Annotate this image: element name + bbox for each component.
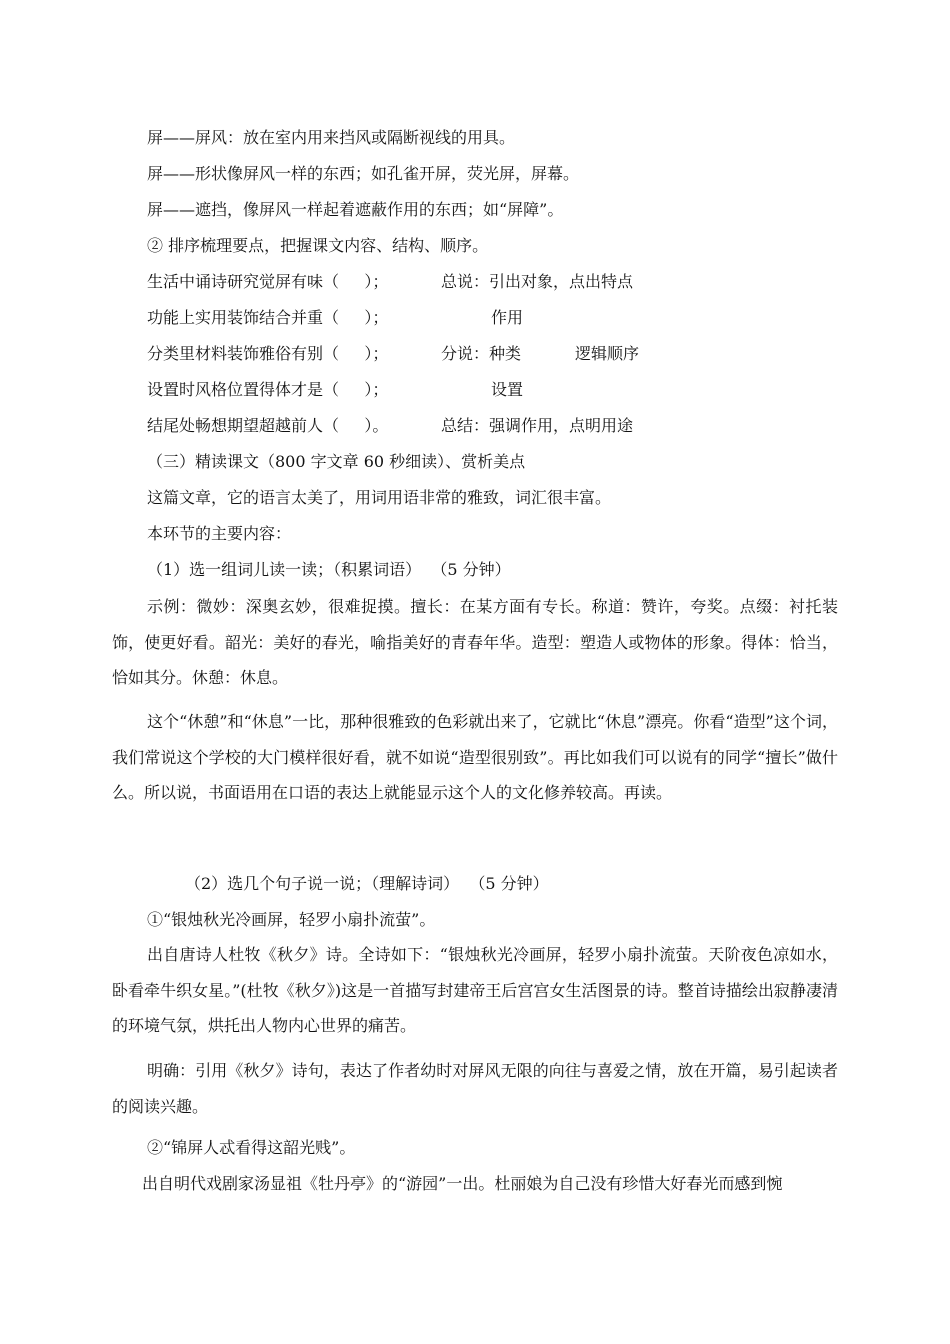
text-line: ①“银烛秋光冷画屏，轻罗小扇扑流萤”。 [147,910,436,929]
text-line: 这篇文章，它的语言太美了，用词用语非常的雅致，词汇很丰富。 [147,488,612,507]
outline-label: 设置 [491,380,524,399]
outline-label: 作用 [491,308,524,327]
section-heading: （三）精读课文（800 字文章 60 秒细读）、赏析美点 [147,452,526,471]
outline-item: 结尾处畅想期望超越前人（ ）。 [147,416,389,435]
paragraph-poem-source: 出自唐诗人杜牧《秋夕》诗。全诗如下：“银烛秋光冷画屏，轻罗小扇扑流萤。天阶夜色凉如水，卧看牵牛织女星。”(杜牧《秋夕》)这是一首描写封建帝王后宫宫女生活图景的诗。整首诗描绘出寂静凄清的环境气氛，烘托出人物内心世界的痛苦。 [112,945,838,1035]
text-line: 出自明代戏剧家汤显祖《牡丹亭》的“游园”一出。杜丽娘为自己没有珍惜大好春光而感到惋 [142,1174,783,1193]
text-line: （1）选一组词儿读一读；（积累词语） （5 分钟） [147,560,511,579]
text-line: ②“锦屏人忒看得这韶光贱”。 [147,1138,356,1157]
outline-item: 生活中诵诗研究觉屏有味（ ）； [147,272,389,291]
outline-item: 设置时风格位置得体才是（ ）； [147,380,389,399]
paragraph-explanation: 这个“休憩”和“休息”一比，那种很雅致的色彩就出来了，它就比“休息”漂亮。你看“造型”这个词，我们常说这个学校的大门模样很好看，就不如说“造型很别致”。再比如我们可以说有的同学“擅长”做什么。所以说，书面语用在口语的表达上就能显示这个人的文化修养较高。再读。 [112,712,838,802]
paragraph-examples: 示例：微妙：深奥玄妙，很难捉摸。擅长：在某方面有专长。称道：赞许，夸奖。点缀：衬托装饰，使更好看。韶光：美好的春光，喻指美好的青春年华。造型：塑造人或物体的形象。得体：恰当，恰如其分。休憩：休息。 [112,597,838,687]
outline-label: 总结：强调作用，点明用途 [441,416,634,435]
outline-label: 总说：引出对象，点出特点 [441,272,634,291]
text-line: 屏——遮挡，像屏风一样起着遮蔽作用的东西；如“屏障”。 [147,200,564,219]
text-line: 屏——屏风：放在室内用来挡风或隔断视线的用具。 [147,128,516,147]
text-line: ② 排序梳理要点，把握课文内容、结构、顺序。 [147,236,489,255]
outline-label: 分说：种类 [441,344,522,363]
text-line: 本环节的主要内容： [147,524,292,543]
text-line: （2）选几个句子说一说；（理解诗词） （5 分钟） [185,874,549,893]
text-line: 屏——形状像屏风一样的东西；如孔雀开屏，荧光屏，屏幕。 [147,164,580,183]
paragraph-clarify: 明确：引用《秋夕》诗句，表达了作者幼时对屏风无限的向往与喜爱之情，放在开篇，易引起读者的阅读兴趣。 [112,1061,838,1116]
outline-item: 功能上实用装饰结合并重（ ）； [147,308,389,327]
outline-label: 逻辑顺序 [575,344,640,363]
outline-item: 分类里材料装饰雅俗有别（ ）； [147,344,389,363]
